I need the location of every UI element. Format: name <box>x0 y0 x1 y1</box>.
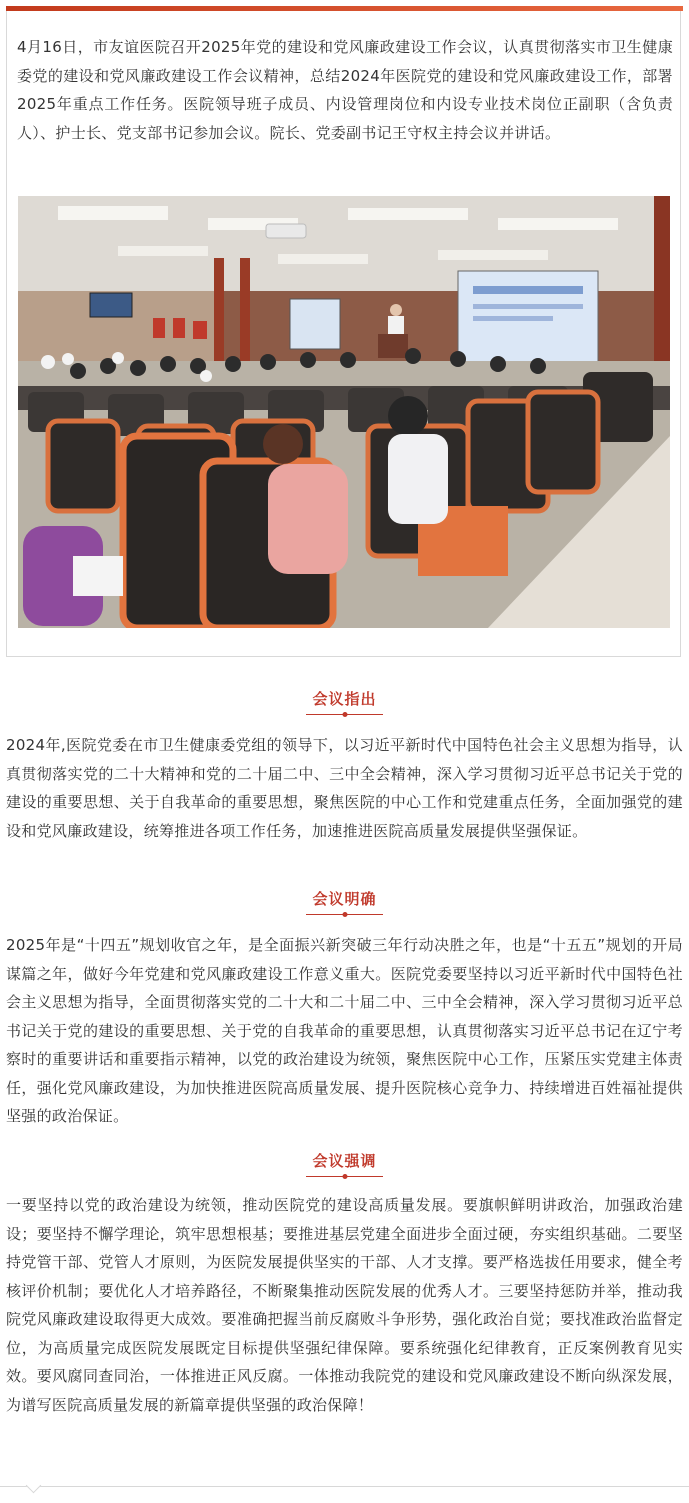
intro-card <box>6 11 681 657</box>
section-title-pointed-out: 会议指出 <box>312 690 377 708</box>
section-body-pointed-out: 2024年,医院党委在市卫生健康委党组的领导下，以习近平新时代中国特色社会主义思想为指导，认真贯彻落实党的二十大精神和党的二十届二中、三中全会精神，深入学习贯彻习近平总书记关于党的建设的重要思想、关于自我革命的重要思想，聚焦医院的中心工作和党建重点任务，全面加强党的建设和党风廉政建设，统筹推进各项工作任务，加速推进医院高质量发展提供坚强保证。 <box>6 736 683 840</box>
section-title-emphasized: 会议强调 <box>312 1152 377 1170</box>
bottom-divider <box>0 1486 689 1487</box>
section-body-clarified: 2025年是“十四五”规划收官之年，是全面振兴新突破三年行动决胜之年，也是“十五五”规划的开局谋篇之年，做好今年党建和党风廉政建设工作意义重大。医院党委要坚持以习近平新时代中国特色社会主义思想为指导，全面贯彻落实党的二十大和二十届二中、三中全会精神，深入学习贯彻习近平总书记关于党的建设的重要思想、关于党的自我革命的重要思想，认真贯彻落实习近平总书记在辽宁考察时的重要讲话和重要指示精神，以党的政治建设为统领，聚焦医院中心工作，压紧压实党建主体责任，强化党风廉政建设，为加快推进医院高质量发展、提升医院核心竞争力、持续增进百姓福祉提供坚强的政治保证。 <box>6 936 683 1125</box>
section-body-emphasized: 一要坚持以党的政治建设为统领，推动医院党的建设高质量发展。要旗帜鲜明讲政治，加强政治建设；要坚持不懈学理论，筑牢思想根基；要推进基层党建全面进步全面过硬，夯实组织基础。二要坚持党管干部、党管人才原则，为医院发展提供坚实的干部、人才支撑。要严格选拔任用要求，健全考核评价机制；要优化人才培养路径，不断聚集推动医院发展的优秀人才。三要坚持惩防并举，推动我院党风廉政建设取得更大成效。要准确把握当前反腐败斗争形势，强化政治自觉；要找准政治监督定位，为高质量完成医院发展既定目标提供坚强纪律保障。要系统强化纪律教育，正反案例教育见实效。要风腐同查同治，一体推进正风反腐。一体推动我院党的建设和党风廉政建设不断向纵深发展，为谱写医院高质量发展的新篇章提供坚强的政治保障！ <box>6 1196 683 1414</box>
section-title-underline <box>306 914 383 915</box>
section-title-underline <box>306 1176 383 1177</box>
meeting-photo <box>18 196 670 628</box>
bottom-caret-decoration <box>26 1478 42 1494</box>
section-title-clarified: 会议明确 <box>312 890 377 908</box>
intro-paragraph: 4月16日，市友谊医院召开2025年党的建设和党风廉政建设工作会议，认真贯彻落实市卫生健康委党的建设和党风廉政建设工作会议精神，总结2024年医院党的建设和党风廉政建设工作，部署2025年重点工作任务。医院领导班子成员、内设管理岗位和内设专业技术岗位正副职（含负责人）、护士长、党支部书记参加会议。院长、党委副书记王守权主持会议并讲话。 <box>17 38 673 142</box>
section-title-underline <box>306 714 383 715</box>
